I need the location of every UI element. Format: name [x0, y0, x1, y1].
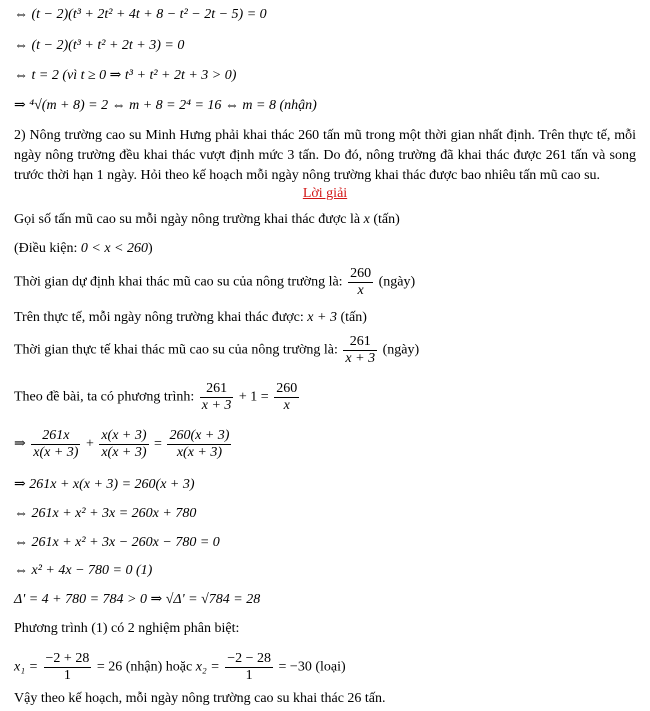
numerator: 260 — [276, 381, 298, 396]
denominator: x(x + 3) — [33, 445, 79, 460]
root-1-result: = 26 (nhận) hoặc — [96, 659, 193, 675]
solution-line-actual-time — [14, 334, 636, 367]
numerator: 261 — [200, 381, 234, 398]
fraction — [31, 428, 80, 461]
denominator: x — [357, 283, 364, 298]
numerator: −2 − 28 — [227, 651, 272, 666]
fraction — [167, 428, 231, 461]
operator: + — [85, 436, 94, 452]
solution-line-condition — [14, 240, 636, 258]
denominator: 1 — [63, 668, 71, 683]
fraction — [200, 381, 234, 414]
denominator: 1 — [245, 668, 253, 683]
fraction — [348, 266, 373, 299]
equation-line-3: ⇔ t = 2 (vì t ≥ 0 ⇒ t³ + t² + 2t + 3 > 0) — [14, 68, 237, 83]
unit: (ngày) — [378, 274, 416, 290]
conclusion: Vậy theo kế hoạch, mỗi ngày nông trường cao su khai thác 26 tấn. — [14, 691, 386, 706]
root-2-result: = −30 (loại) — [278, 659, 346, 675]
paren: ) — [147, 241, 153, 256]
denominator: x(x + 3) — [101, 445, 147, 460]
text: Thời gian dự định khai thác mũ cao su của nông trường là: — [14, 274, 343, 290]
equation-step-1: ⇒ 261x + x(x + 3) = 260(x + 3) — [14, 477, 195, 492]
text: Thời gian thực tế khai thác mũ cao su của nông trường là: — [14, 342, 338, 358]
operator: = — [154, 436, 162, 452]
roots-intro: Phương trình (1) có 2 nghiệm phân biệt: — [14, 621, 240, 636]
expression: x + 3 — [307, 310, 337, 325]
roots-line — [14, 651, 636, 684]
denominator: x + 3 — [345, 351, 376, 366]
fraction — [225, 651, 273, 684]
problem-2-statement: 2) Nông trường cao su Minh Hưng phải khai thác 260 tấn mũ trong một thời gian nhất định. Trên thực tế, mỗi ngày nông trường đều khai thác vượt định mức 3 tấn. Do đó, nông trường đã khai thác được 261 tấn và song trước thời hạn 1 ngày. Hỏi theo kế hoạch mỗi ngày nông trường khai thác được bao nhiêu tấn mũ cao su. — [14, 128, 636, 183]
numerator: 261x — [31, 428, 80, 445]
text: (Điều kiện: — [14, 241, 78, 256]
unit: (tấn) — [340, 310, 367, 325]
equation-line-1: ⇔ (t − 2)(t³ + 2t² + 4t + 8 − t² − 2t − 5) = 0 — [14, 7, 267, 22]
root-2-label: x₂ = — [195, 659, 220, 675]
arrow: ⇒ — [14, 436, 26, 452]
text: Gọi số tấn mũ cao su mỗi ngày nông trường khai thác được là — [14, 212, 361, 227]
text: Trên thực tế, mỗi ngày nông trường khai thác được: — [14, 310, 304, 325]
denominator: x — [283, 398, 290, 413]
equation-common-denominator — [14, 428, 636, 461]
discriminant-line: Δ' = 4 + 780 = 784 > 0 ⇒ √Δ' = √784 = 28 — [14, 592, 261, 607]
operator: + 1 = — [238, 389, 269, 405]
numerator: −2 + 28 — [45, 651, 90, 666]
unit: (ngày) — [382, 342, 420, 358]
fraction — [343, 334, 377, 367]
denominator: x + 3 — [201, 398, 232, 413]
root-1-label: x₁ = — [14, 659, 39, 675]
variable: x — [363, 212, 370, 227]
numerator: 260 — [350, 266, 372, 281]
numerator: x(x + 3) — [101, 428, 147, 443]
solution-line-actual-rate — [14, 309, 636, 327]
solution-line-variable — [14, 211, 636, 229]
solution-line-equation — [14, 381, 636, 414]
unit: (tấn) — [373, 212, 400, 227]
solution-title: Lời giải — [302, 186, 348, 201]
equation-step-2: ⇔ 261x + x² + 3x = 260x + 780 — [14, 506, 197, 521]
solution-line-planned-time — [14, 266, 636, 299]
equation-step-3: ⇔ 261x + x² + 3x − 260x − 780 = 0 — [14, 535, 220, 550]
denominator: x(x + 3) — [176, 445, 223, 460]
equation-step-4: ⇔ x² + 4x − 780 = 0 (1) — [14, 563, 153, 578]
condition: 0 < x < 260 — [80, 241, 148, 256]
fraction — [274, 381, 299, 414]
numerator: 261 — [343, 334, 377, 351]
equation-line-4: ⇒ ⁴√(m + 8) = 2 ⇔ m + 8 = 2⁴ = 16 ⇔ m = 8 (nhận) — [14, 98, 317, 113]
equation-line-2: ⇔ (t − 2)(t³ + t² + 2t + 3) = 0 — [14, 38, 185, 53]
fraction — [44, 651, 92, 684]
numerator: 260(x + 3) — [169, 428, 230, 443]
text: Theo đề bài, ta có phương trình: — [14, 389, 195, 405]
fraction — [99, 428, 148, 461]
